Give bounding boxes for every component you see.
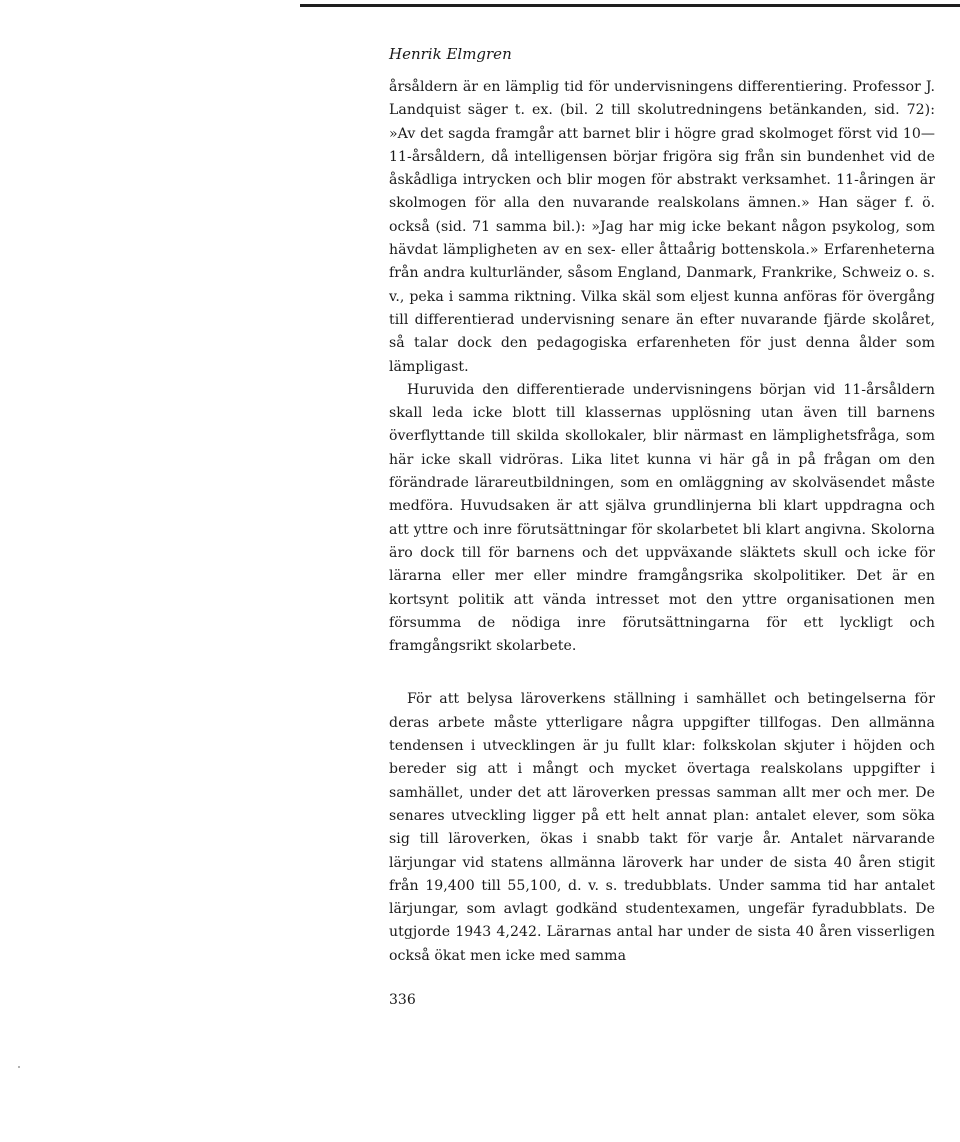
running-head: Henrik Elmgren — [389, 45, 512, 63]
page-text-block — [389, 44, 935, 968]
scan-speck — [18, 1066, 20, 1068]
top-rule — [300, 4, 960, 7]
section-break — [389, 658, 935, 688]
paragraph-2: Huruvida den differentierade undervisningens början vid 11-årsåldern skall leda icke blott till klassernas upplösning utan även till barnens överflyttande till skilda skollokaler, blir närmast en lämplighetsfråga, som här icke skall vidröras. Lika litet kunna vi här gå in på frågan om den förändrade lärareutbildningen, som en omläggning av skolväsendet måste medföra. Huvudsaken är att själva grundlinjerna bli klart uppdragna och att yttre och inre förutsättningar för skolarbetet bli klart angivna. Skolorna äro dock till för barnens och det uppväxande släktets skull och icke för lärarna eller mer eller mindre framgångsrika skolpolitiker. Det är en kortsynt politik att vända intresset mot den yttre organisationen men försumma de nödiga inre förutsättningarna för ett lyckligt och framgångsrikt skolarbete. — [389, 381, 935, 655]
paragraph-1: årsåldern är en lämplig tid för undervisningens differentiering. Professor J. Landquist säger t. ex. (bil. 2 till skolutredningens betänkanden, sid. 72): »Av det sagda framgår att barnet blir i högre grad skolmoget först vid 10—11-årsåldern, då intelligensen börjar frigöra sig från sin bundenhet vid de åskådliga intrycken och blir mogen för abstrakt verksamhet. 11-åringen är skolmogen för alla den nuvarande realskolans ämnen.» Han säger f. ö. också (sid. 71 samma bil.): »Jag har mig icke bekant någon psykolog, som hävdat lämpligheten av en sex- eller åttaårig bottenskola.» Erfarenheterna från andra kulturländer, såsom England, Danmark, Frankrike, Schweiz o. s. v., peka i samma riktning. Vilka skäl som eljest kunna anföras för övergång till differentierad undervisning senare än efter nuvarande fjärde skolåret, så talar dock den pedagogiska erfarenheten för just denna ålder som lämpligast. — [389, 79, 935, 375]
page-number: 336 — [389, 992, 416, 1008]
paragraph-3: För att belysa läroverkens ställning i samhället och betingelserna för deras arbete måste ytterligare några uppgifter tillfogas. Den allmänna tendensen i utvecklingen är ju fullt klar: folkskolan skjuter i höjden och bereder sig att i mångt och mycket övertaga realskolans uppgifter i samhället, under det att läroverken pressas samman allt mer och mer. De senares utveckling ligger på ett helt annat plan: antalet elever, som söka sig till läroverken, ökas i snabb takt för varje år. Antalet närvarande lärjungar vid statens allmänna läroverk har under de sista 40 åren stigit från 19,400 till 55,100, d. v. s. tredubblats. Under samma tid har antalet lärjungar, som avlagt godkänd studentexamen, ungefär fyradubblats. De utgjorde 1943 4,242. Lärarnas antal har under de sista 40 åren visserligen också ökat men icke med samma — [389, 691, 935, 964]
